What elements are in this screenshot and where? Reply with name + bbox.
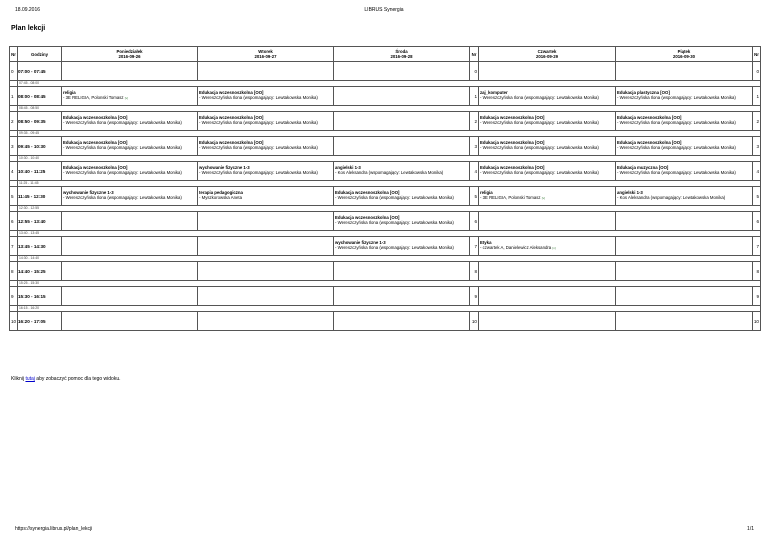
lesson-cell[interactable]	[479, 162, 616, 181]
lesson-number: 4	[470, 162, 479, 181]
timetable	[9, 46, 761, 331]
footer-page-number: 1/1	[747, 526, 754, 532]
lesson-subject: Edukacja wczesnoszkolna [OO]	[335, 215, 400, 220]
break-time: 14:30 - 14:40	[18, 256, 761, 262]
lesson-subject: Edukacja wczesnoszkolna [OO]	[63, 165, 128, 170]
help-link[interactable]: tutaj	[25, 376, 35, 382]
print-title: LIBRUS Synergia	[364, 7, 404, 13]
lesson-cell[interactable]	[198, 87, 334, 106]
lesson-number: 5	[753, 187, 761, 206]
lesson-teacher: - Wereszczyńska Ilona (wspomagający: Lewtakowska Monika)	[199, 145, 318, 150]
lesson-cell[interactable]	[334, 237, 470, 256]
lesson-subject: Edukacja wczesnoszkolna [OO]	[617, 140, 682, 145]
col-hours-header: Godziny	[18, 47, 62, 62]
lesson-cell	[334, 312, 470, 331]
lesson-number: 0	[753, 62, 761, 81]
lesson-cell[interactable]	[62, 87, 198, 106]
lesson-teacher: - Wereszczyńska Ilona (wspomagający: Lewtakowska Monika)	[63, 170, 182, 175]
lesson-cell[interactable]	[198, 187, 334, 206]
lesson[interactable]	[334, 162, 469, 175]
lesson-teacher: - Wereszczyńska Ilona (wspomagający: Lewtakowska Monika)	[63, 145, 182, 150]
lesson-row	[10, 287, 761, 306]
lesson[interactable]	[198, 187, 333, 200]
lesson-teacher: - Wereszczyńska Ilona (wspomagający: Lewtakowska Monika)	[617, 145, 736, 150]
lesson-hours: 11:45 - 12:30	[18, 187, 62, 206]
lesson-cell	[334, 262, 470, 281]
lesson-number: 3	[753, 137, 761, 156]
lesson[interactable]	[62, 112, 197, 125]
lesson-subject: wychowanie fizyczne 1-3	[199, 165, 250, 170]
lesson-cell[interactable]	[62, 187, 198, 206]
lesson-cell[interactable]	[616, 137, 753, 156]
lesson-cell[interactable]	[334, 187, 470, 206]
lesson-cell	[334, 287, 470, 306]
lesson-teacher: - Wereszczyńska Ilona (wspomagający: Lewtakowska Monika)	[199, 170, 318, 175]
lesson-teacher: - Wereszczyńska Ilona (wspomagający: Lewtakowska Monika)	[199, 95, 318, 100]
substitution-badge: [v]	[124, 96, 128, 100]
col-nr-header: Nr	[470, 47, 479, 62]
lesson-hours: 14:40 - 15:25	[18, 262, 62, 281]
lesson[interactable]	[62, 162, 197, 175]
lesson[interactable]	[479, 112, 615, 125]
lesson[interactable]	[198, 162, 333, 175]
lesson-teacher: - Wereszczyńska Ilona (wspomagający: Lewtakowska Monika)	[480, 120, 599, 125]
substitution-badge: [v]	[552, 246, 556, 250]
lesson-number: 1	[753, 87, 761, 106]
lesson-cell	[62, 262, 198, 281]
lesson-number: 7	[470, 237, 479, 256]
lesson-subject: wychowanie fizyczne 1-3	[335, 240, 386, 245]
lesson-subject: Etyka	[480, 240, 492, 245]
col-day-header: Piątek 2016-09-30	[616, 47, 753, 62]
lesson-teacher: - Wereszczyńska Ilona (wspomagający: Lewtakowska Monika)	[63, 120, 182, 125]
lesson-row	[10, 87, 761, 106]
lesson-number: 10	[753, 312, 761, 331]
lesson-cell	[62, 62, 198, 81]
lesson-subject: religia	[480, 190, 493, 195]
lesson-number: 4	[753, 162, 761, 181]
lesson-cell	[198, 62, 334, 81]
lesson-subject: religia	[63, 90, 76, 95]
break-time: 12:30 - 12:55	[18, 206, 761, 212]
break-time: 15:25 - 15:30	[18, 281, 761, 287]
page-title: Plan lekcji	[11, 25, 46, 32]
lesson-cell	[479, 312, 616, 331]
lesson-teacher: - Wereszczyńska Ilona (wspomagający: Lewtakowska Monika)	[617, 120, 736, 125]
lesson[interactable]	[616, 187, 752, 200]
break-time: 08:45 - 08:50	[18, 106, 761, 112]
lesson-hours: 09:45 - 10:30	[18, 137, 62, 156]
lesson[interactable]	[616, 112, 752, 125]
lesson-number: 6	[10, 212, 18, 231]
col-day-header: Środa 2016-09-28	[334, 47, 470, 62]
col-nr-header: Nr	[753, 47, 761, 62]
lesson-number: 6	[470, 212, 479, 231]
lesson-number: 7	[10, 237, 18, 256]
lesson-teacher: - Kos Aleksandra (wspomagający: Lewtakowska Monika)	[617, 195, 726, 200]
print-date: 18.09.2016	[15, 7, 41, 13]
lesson-cell	[62, 312, 198, 331]
lesson-teacher: - Myszkorowska Aneta	[199, 195, 242, 200]
help-text: Kliknij tutaj aby zobaczyć pomoc dla tego widoku.	[11, 376, 121, 382]
lesson-cell	[479, 62, 616, 81]
lesson-hours: 08:50 - 09:35	[18, 112, 62, 131]
lesson-teacher: - czwartek A, Danielewicz Aleksandra	[480, 245, 552, 250]
lesson[interactable]	[62, 87, 197, 101]
lesson-number: 3	[470, 137, 479, 156]
lesson-cell[interactable]	[479, 187, 616, 206]
break-time: 11:25 - 11:45	[18, 181, 761, 187]
lesson-subject: zaj_komputer	[480, 90, 508, 95]
lesson-cell	[198, 262, 334, 281]
lesson-teacher: - Wereszczyńska Ilona (wspomagający: Lewtakowska Monika)	[199, 120, 318, 125]
lesson-cell[interactable]	[62, 112, 198, 131]
lesson-hours: 15:30 - 16:15	[18, 287, 62, 306]
lesson-subject: wychowanie fizyczne 1-3	[63, 190, 114, 195]
lesson-row	[10, 162, 761, 181]
lesson-teacher: - Wereszczyńska Ilona (wspomagający: Lewtakowska Monika)	[480, 95, 599, 100]
lesson[interactable]	[616, 137, 752, 150]
lesson-cell	[334, 112, 470, 131]
lesson-number: 9	[470, 287, 479, 306]
lesson-cell[interactable]	[479, 137, 616, 156]
lesson-subject: Edukacja plastyczna [OO]	[617, 90, 670, 95]
break-time: 07:45 - 08:00	[18, 81, 761, 87]
lesson-row	[10, 187, 761, 206]
lesson-number: 2	[10, 112, 18, 131]
lesson-cell	[616, 312, 753, 331]
lesson-cell	[198, 287, 334, 306]
lesson-cell	[334, 87, 470, 106]
lesson-number: 7	[753, 237, 761, 256]
break-time: 10:30 - 10:40	[18, 156, 761, 162]
lesson-cell	[616, 237, 753, 256]
lesson-teacher: - Wereszczyńska Ilona (wspomagający: Lewtakowska Monika)	[335, 195, 454, 200]
lesson-cell	[479, 262, 616, 281]
lesson-row	[10, 212, 761, 231]
lesson-cell	[334, 137, 470, 156]
lesson-number: 9	[10, 287, 18, 306]
lesson-row	[10, 62, 761, 81]
lesson-cell[interactable]	[616, 162, 753, 181]
lesson-number: 3	[10, 137, 18, 156]
lesson-teacher: - Wereszczyńska Ilona (wspomagający: Lewtakowska Monika)	[63, 195, 182, 200]
lesson-teacher: - 3E RELIGIA, Polonski Tomasz	[63, 95, 124, 100]
lesson-cell	[479, 212, 616, 231]
lesson-cell	[62, 212, 198, 231]
lesson-subject: Edukacja wczesnoszkolna [OO]	[480, 115, 545, 120]
lesson[interactable]	[198, 137, 333, 150]
lesson-teacher: - Wereszczyńska Ilona (wspomagający: Lewtakowska Monika)	[335, 220, 454, 225]
lesson-number: 4	[10, 162, 18, 181]
lesson-hours: 08:00 - 08:45	[18, 87, 62, 106]
lesson-number: 8	[470, 262, 479, 281]
lesson-cell[interactable]	[616, 87, 753, 106]
lesson-number: 1	[10, 87, 18, 106]
lesson[interactable]	[198, 112, 333, 125]
lesson-number: 2	[470, 112, 479, 131]
lesson-teacher: - Wereszczyńska Ilona (wspomagający: Lewtakowska Monika)	[617, 170, 736, 175]
lesson-number: 5	[10, 187, 18, 206]
lesson-cell[interactable]	[62, 137, 198, 156]
substitution-badge: [v]	[541, 196, 545, 200]
lesson[interactable]	[479, 137, 615, 150]
lesson-subject: terapia pedagogiczna	[199, 190, 243, 195]
lesson-teacher: - Wereszczyńska Ilona (wspomagający: Lewtakowska Monika)	[480, 170, 599, 175]
lesson[interactable]	[616, 87, 752, 100]
lesson-subject: Edukacja wczesnoszkolna [OO]	[617, 115, 682, 120]
lesson-subject: angielski 1-3	[617, 190, 643, 195]
lesson-subject: Edukacja wczesnoszkolna [OO]	[63, 115, 128, 120]
lesson-cell	[616, 262, 753, 281]
lesson[interactable]	[479, 87, 615, 100]
lesson-teacher: - 3E RELIGIA, Polonski Tomasz	[480, 195, 541, 200]
lesson-row	[10, 262, 761, 281]
lesson-cell	[62, 287, 198, 306]
lesson-number: 8	[10, 262, 18, 281]
lesson-teacher: - Kos Aleksandra (wspomagający: Lewtakowska Monika)	[335, 170, 444, 175]
lesson[interactable]	[198, 87, 333, 100]
lesson-row	[10, 112, 761, 131]
lesson-row	[10, 137, 761, 156]
lesson[interactable]	[479, 237, 615, 251]
lesson-cell	[62, 237, 198, 256]
footer-url: https://synergia.librus.pl/plan_lekcji	[15, 526, 93, 532]
lesson-number: 6	[753, 212, 761, 231]
lesson-cell	[198, 312, 334, 331]
lesson[interactable]	[62, 137, 197, 150]
lesson-subject: Edukacja wczesnoszkolna [OO]	[480, 165, 545, 170]
lesson-cell	[198, 212, 334, 231]
lesson[interactable]	[334, 237, 469, 250]
lesson-cell[interactable]	[616, 112, 753, 131]
lesson-cell[interactable]	[616, 187, 753, 206]
lesson-teacher: - Wereszczyńska Ilona (wspomagający: Lewtakowska Monika)	[480, 145, 599, 150]
lesson-number: 0	[470, 62, 479, 81]
lesson-number: 10	[10, 312, 18, 331]
lesson[interactable]	[334, 187, 469, 200]
lesson-cell[interactable]	[198, 112, 334, 131]
lesson-cell	[334, 62, 470, 81]
lesson-number: 0	[10, 62, 18, 81]
timetable-header-row	[10, 47, 761, 62]
lesson-hours: 10:40 - 11:25	[18, 162, 62, 181]
lesson-cell	[616, 212, 753, 231]
lesson-cell[interactable]	[334, 162, 470, 181]
lesson-hours: 13:45 - 14:30	[18, 237, 62, 256]
lesson[interactable]	[616, 162, 752, 175]
lesson-cell[interactable]	[62, 162, 198, 181]
lesson-number: 8	[753, 262, 761, 281]
lesson-subject: Edukacja muzyczna [OO]	[617, 165, 669, 170]
lesson[interactable]	[62, 187, 197, 200]
lesson-subject: Edukacja wczesnoszkolna [OO]	[480, 140, 545, 145]
lesson-number: 10	[470, 312, 479, 331]
col-day-header: Czwartek 2016-09-29	[479, 47, 616, 62]
lesson-number: 5	[470, 187, 479, 206]
col-day-header: Wtorek 2016-09-27	[198, 47, 334, 62]
lesson-subject: Edukacja wczesnoszkolna [OO]	[335, 190, 400, 195]
lesson-hours: 16:20 - 17:05	[18, 312, 62, 331]
lesson-teacher: - Wereszczyńska Ilona (wspomagający: Lewtakowska Monika)	[335, 245, 454, 250]
col-nr-header: Nr	[10, 47, 18, 62]
lesson-subject: Edukacja wczesnoszkolna [OO]	[199, 140, 264, 145]
lesson-cell[interactable]	[198, 162, 334, 181]
lesson-number: 9	[753, 287, 761, 306]
lesson-cell[interactable]	[198, 137, 334, 156]
lesson[interactable]	[334, 212, 469, 225]
lesson-cell[interactable]	[479, 237, 616, 256]
lesson-subject: Edukacja wczesnoszkolna [OO]	[199, 90, 264, 95]
lesson-cell	[616, 62, 753, 81]
lesson-teacher: - Wereszczyńska Ilona (wspomagający: Lewtakowska Monika)	[617, 95, 736, 100]
lesson-hours: 12:55 - 13:40	[18, 212, 62, 231]
break-time: 13:40 - 13:45	[18, 231, 761, 237]
lesson-cell[interactable]	[479, 87, 616, 106]
lesson-cell[interactable]	[479, 112, 616, 131]
lesson-row	[10, 312, 761, 331]
lesson-subject: angielski 1-3	[335, 165, 361, 170]
lesson[interactable]	[479, 162, 615, 175]
lesson-number: 2	[753, 112, 761, 131]
lesson-cell	[479, 287, 616, 306]
col-day-header: Poniedziałek 2016-09-26	[62, 47, 198, 62]
lesson-subject: Edukacja wczesnoszkolna [OO]	[199, 115, 264, 120]
break-time: 16:15 - 16:20	[18, 306, 761, 312]
lesson-cell	[616, 287, 753, 306]
lesson-cell	[198, 237, 334, 256]
lesson-subject: Edukacja wczesnoszkolna [OO]	[63, 140, 128, 145]
lesson-row	[10, 237, 761, 256]
lesson[interactable]	[479, 187, 615, 201]
break-time: 09:35 - 09:45	[18, 131, 761, 137]
lesson-number: 1	[470, 87, 479, 106]
lesson-cell[interactable]	[334, 212, 470, 231]
lesson-hours: 07:00 - 07:45	[18, 62, 62, 81]
